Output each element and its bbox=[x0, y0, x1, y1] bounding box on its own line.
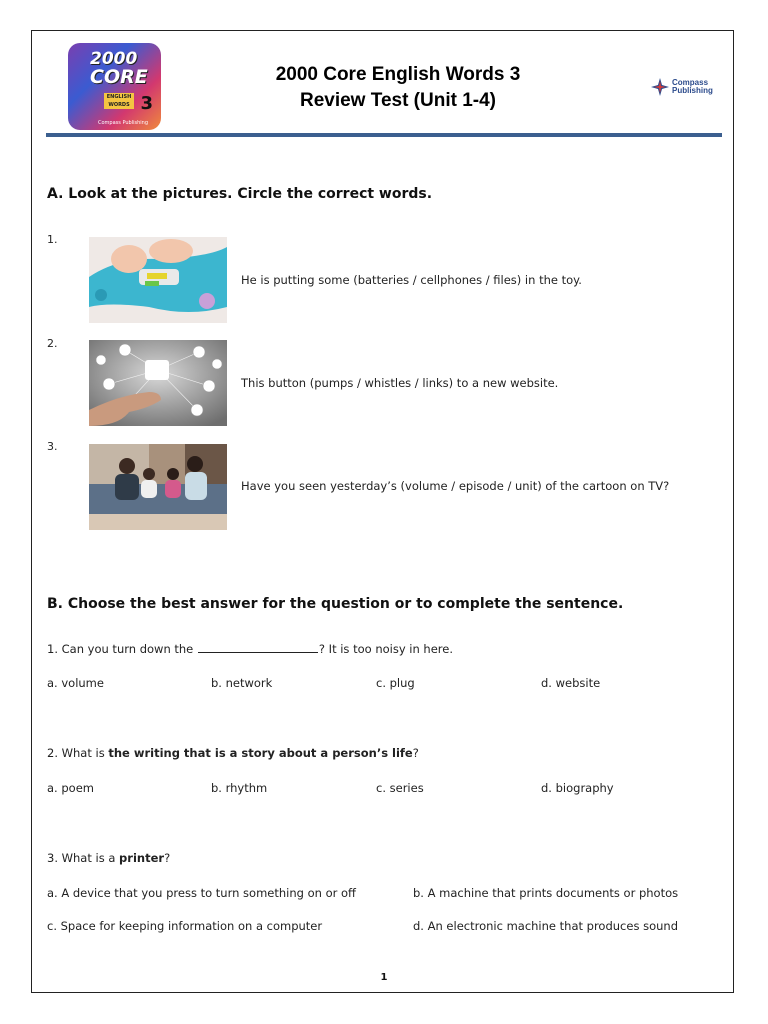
q1-option-d: d. website bbox=[541, 676, 601, 690]
title-line-1: 2000 Core English Words 3 bbox=[275, 64, 521, 85]
logo-number: 3 bbox=[140, 93, 153, 114]
section-a-item-2-text: This button (pumps / whistles / links) to a new website. bbox=[241, 376, 559, 390]
page-title bbox=[200, 62, 596, 114]
question-1 bbox=[47, 642, 453, 656]
page-number: 1 bbox=[380, 972, 388, 983]
q2-option-b: b. rhythm bbox=[211, 781, 268, 795]
title-line-2: Review Test (Unit 1-4) bbox=[299, 90, 497, 111]
q3-option-a: a. A device that you press to turn something on or off bbox=[47, 886, 356, 900]
section-a-item-1-number: 1. bbox=[47, 233, 58, 246]
logo-publisher: Compass Publishing bbox=[98, 120, 149, 126]
q1-option-c: c. plug bbox=[376, 676, 415, 690]
question-1-text-after: ? It is too noisy in here. bbox=[318, 642, 453, 656]
question-1-text-before: 1. Can you turn down the bbox=[47, 642, 197, 656]
question-2 bbox=[47, 746, 419, 760]
q3-option-d: d. An electronic machine that produces sound bbox=[413, 919, 679, 933]
question-3-bold: printer bbox=[119, 851, 165, 865]
compass-line-2: Publishing bbox=[672, 86, 713, 95]
compass-line-1: Compass bbox=[672, 78, 709, 87]
question-3 bbox=[47, 851, 170, 865]
logo-text-core: CORE bbox=[90, 66, 148, 88]
family-watching-tv-photo bbox=[89, 444, 227, 530]
toy-batteries-photo bbox=[89, 237, 227, 323]
network-button-photo bbox=[89, 340, 227, 426]
q1-option-a: a. volume bbox=[47, 676, 104, 690]
section-b-title: B. Choose the best answer for the question or to complete the sentence. bbox=[47, 596, 624, 612]
compass-text bbox=[672, 79, 713, 95]
question-2-text-after: ? bbox=[412, 746, 419, 760]
q2-option-a: a. poem bbox=[47, 781, 94, 795]
section-a-item-3-number: 3. bbox=[47, 440, 58, 453]
q2-option-d: d. biography bbox=[541, 781, 614, 795]
section-a-item-3-text: Have you seen yesterday’s (volume / episode / unit) of the cartoon on TV? bbox=[241, 479, 670, 493]
question-2-bold: the writing that is a story about a person’s life bbox=[108, 746, 413, 760]
compass-star-icon bbox=[650, 77, 670, 97]
question-3-text-before: 3. What is a bbox=[47, 851, 120, 865]
logo-badge: ENGLISH WORDS bbox=[104, 93, 134, 109]
question-2-text-before: 2. What is bbox=[47, 746, 109, 760]
q2-option-c: c. series bbox=[376, 781, 424, 795]
q1-option-b: b. network bbox=[211, 676, 273, 690]
logo-text-2000: 2000 bbox=[90, 49, 138, 69]
section-a-item-2-number: 2. bbox=[47, 337, 58, 350]
header-rule bbox=[46, 133, 722, 137]
question-3-text-after: ? bbox=[164, 851, 171, 865]
section-a-item-1-text: He is putting some (batteries / cellphones / files) in the toy. bbox=[241, 273, 582, 287]
q3-option-b: b. A machine that prints documents or photos bbox=[413, 886, 679, 900]
book-cover-logo bbox=[68, 43, 161, 130]
q3-option-c: c. Space for keeping information on a computer bbox=[47, 919, 323, 933]
section-a-title: A. Look at the pictures. Circle the correct words. bbox=[47, 186, 433, 202]
answer-blank bbox=[198, 642, 318, 653]
